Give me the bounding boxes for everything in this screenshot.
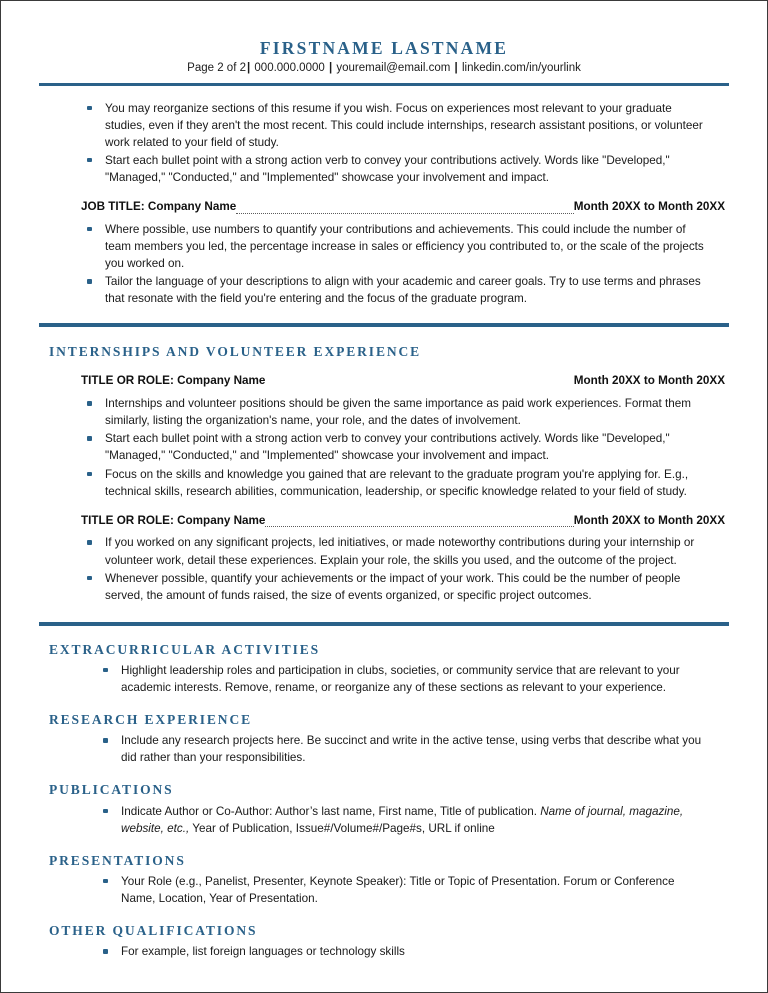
dotted-leader [236,204,573,215]
entry-row [81,199,725,215]
extracurricular-bullet-list [49,662,729,696]
header-divider-rule [39,83,729,86]
list-item: Start each bullet point with a strong action verb to convey your contributions actively. Words like "Developed," "Managed," "Conducted," and "Implemented" showcase your involvement and impact. [81,152,713,186]
list-item: You may reorganize sections of this resume if you wish. Focus on experiences most relevant to your graduate studies, even if they aren't the most recent. This could include internships, research assistant positions, or volunteer work related to your field of study. [81,100,713,151]
email-address: youremail@email.com [336,62,451,75]
entry-title: TITLE OR ROLE: Company Name [81,374,266,388]
contact-separator-1: | [246,62,251,75]
section-heading-other-qualifications: OTHER QUALIFICATIONS [49,923,258,939]
entry-title: JOB TITLE: Company Name [81,200,237,214]
section-divider-wrap-2 [39,622,729,626]
internship-entry-1-bullets [39,395,729,499]
entry-title: TITLE OR ROLE: Company Name [81,513,266,527]
intro-bullet-list [81,100,713,186]
list-item: Focus on the skills and knowledge you gained that are relevant to the graduate program you're applying for. E.g., technical skills, research abilities, communication, leadership, or specific knowledge related to your field of study. [81,466,713,500]
section-heading-research: RESEARCH EXPERIENCE [49,712,253,728]
job-entry-bullets [39,221,729,307]
section-divider-rule-2 [39,622,729,626]
section-heading-presentations: PRESENTATIONS [49,852,186,868]
list-item: Tailor the language of your descriptions to align with your academic and career goals. Try to use terms and phrases that resonate with the field you're entering and the focus of the graduate program. [81,273,713,307]
dotted-leader [265,517,573,528]
list-item: If you worked on any significant projects, led initiatives, or made noteworthy contributions during your internship or volunteer work, detail these experiences. Explain your role, the skills you used, and the outcome of the project. [81,534,713,568]
contact-separator-2: | [328,62,333,75]
list-item: Your Role (e.g., Panelist, Presenter, Keynote Speaker): Title or Topic of Presentation. Forum or Conference Name, Location, Year of Presentation. [97,873,707,907]
presentations-bullet-list [49,873,729,907]
intro-bullets-block [39,100,729,186]
internship-bullet-list-1 [81,395,713,499]
section-internships [39,344,729,360]
list-item: Whenever possible, quantify your achievements or the impact of your work. This could be the number of people served, the amount of funds raised, the size of events organized, or specific project outcomes. [81,570,713,604]
list-item: Highlight leadership roles and participation in clubs, societies, or community service that are relevant to your academic interests. Remove, rename, or reorganize any of these sections as relevant to your experience. [97,662,707,696]
section-heading-publications: PUBLICATIONS [49,782,174,798]
document-header [39,39,729,86]
section-publications [39,782,729,836]
linkedin-url: linkedin.com/in/yourlink [461,62,581,75]
list-item: Include any research projects here. Be succinct and write in the active tense, using verbs that describe what you did rather than your responsibilities. [97,732,707,766]
publications-bullet-list [49,803,729,837]
internship-entry-2-bullets [39,534,729,603]
publication-italic-source: Name of journal, magazine, website, etc., [121,804,684,835]
list-item: Internships and volunteer positions should be given the same importance as paid work experiences. Format them similarly, listing the organization's name, your role, and the dates of involvement. [81,395,713,429]
research-bullet-list [49,732,729,766]
entry-dates: Month 20XX to Month 20XX [573,200,725,214]
internship-entry-1-header [39,373,729,389]
section-heading-extracurricular: EXTRACURRICULAR ACTIVITIES [49,641,321,657]
entry-dates: Month 20XX to Month 20XX [573,374,725,388]
section-divider-rule-1 [39,323,729,327]
page-title: FIRSTNAME LASTNAME [259,38,509,58]
internship-bullet-list-2 [81,534,713,603]
section-extracurricular [39,642,729,696]
contact-separator-3: | [454,62,458,75]
entry-row [81,513,725,529]
internship-entry-2-header [39,513,729,529]
list-item: For example, list foreign languages or technology skills [97,943,707,960]
section-other-qualifications [39,923,729,960]
section-presentations [39,853,729,907]
entry-dates: Month 20XX to Month 20XX [573,513,725,527]
entry-row [81,373,725,389]
publication-text-part1: Indicate Author or Co-Author: Author’s last name, First name, Title of publication. [121,804,541,818]
leader-spacer [265,378,573,389]
page-number-label: Page 2 of 2 [187,62,246,75]
section-research [39,712,729,766]
section-heading-internships: INTERNSHIPS AND VOLUNTEER EXPERIENCE [49,344,422,360]
other-qualifications-bullet-list [49,943,729,960]
contact-line [39,61,729,75]
job-entry-header [39,199,729,215]
list-item [97,803,707,837]
job-bullet-list [81,221,713,307]
section-divider-wrap-1 [39,323,729,327]
list-item: Start each bullet point with a strong action verb to convey your contributions actively. Words like "Developed," "Managed," "Conducted," and "Implemented" showcase your involvement and impact. [81,430,713,464]
publication-text-part2: Year of Publication, Issue#/Volume#/Page#s, URL if online [189,821,495,835]
phone-number: 000.000.0000 [254,62,325,75]
list-item: Where possible, use numbers to quantify your contributions and achievements. This could include the number of team members you led, the percentage increase in sales or efficiency you contributed to, or the scale of the projects you worked on. [81,221,713,272]
